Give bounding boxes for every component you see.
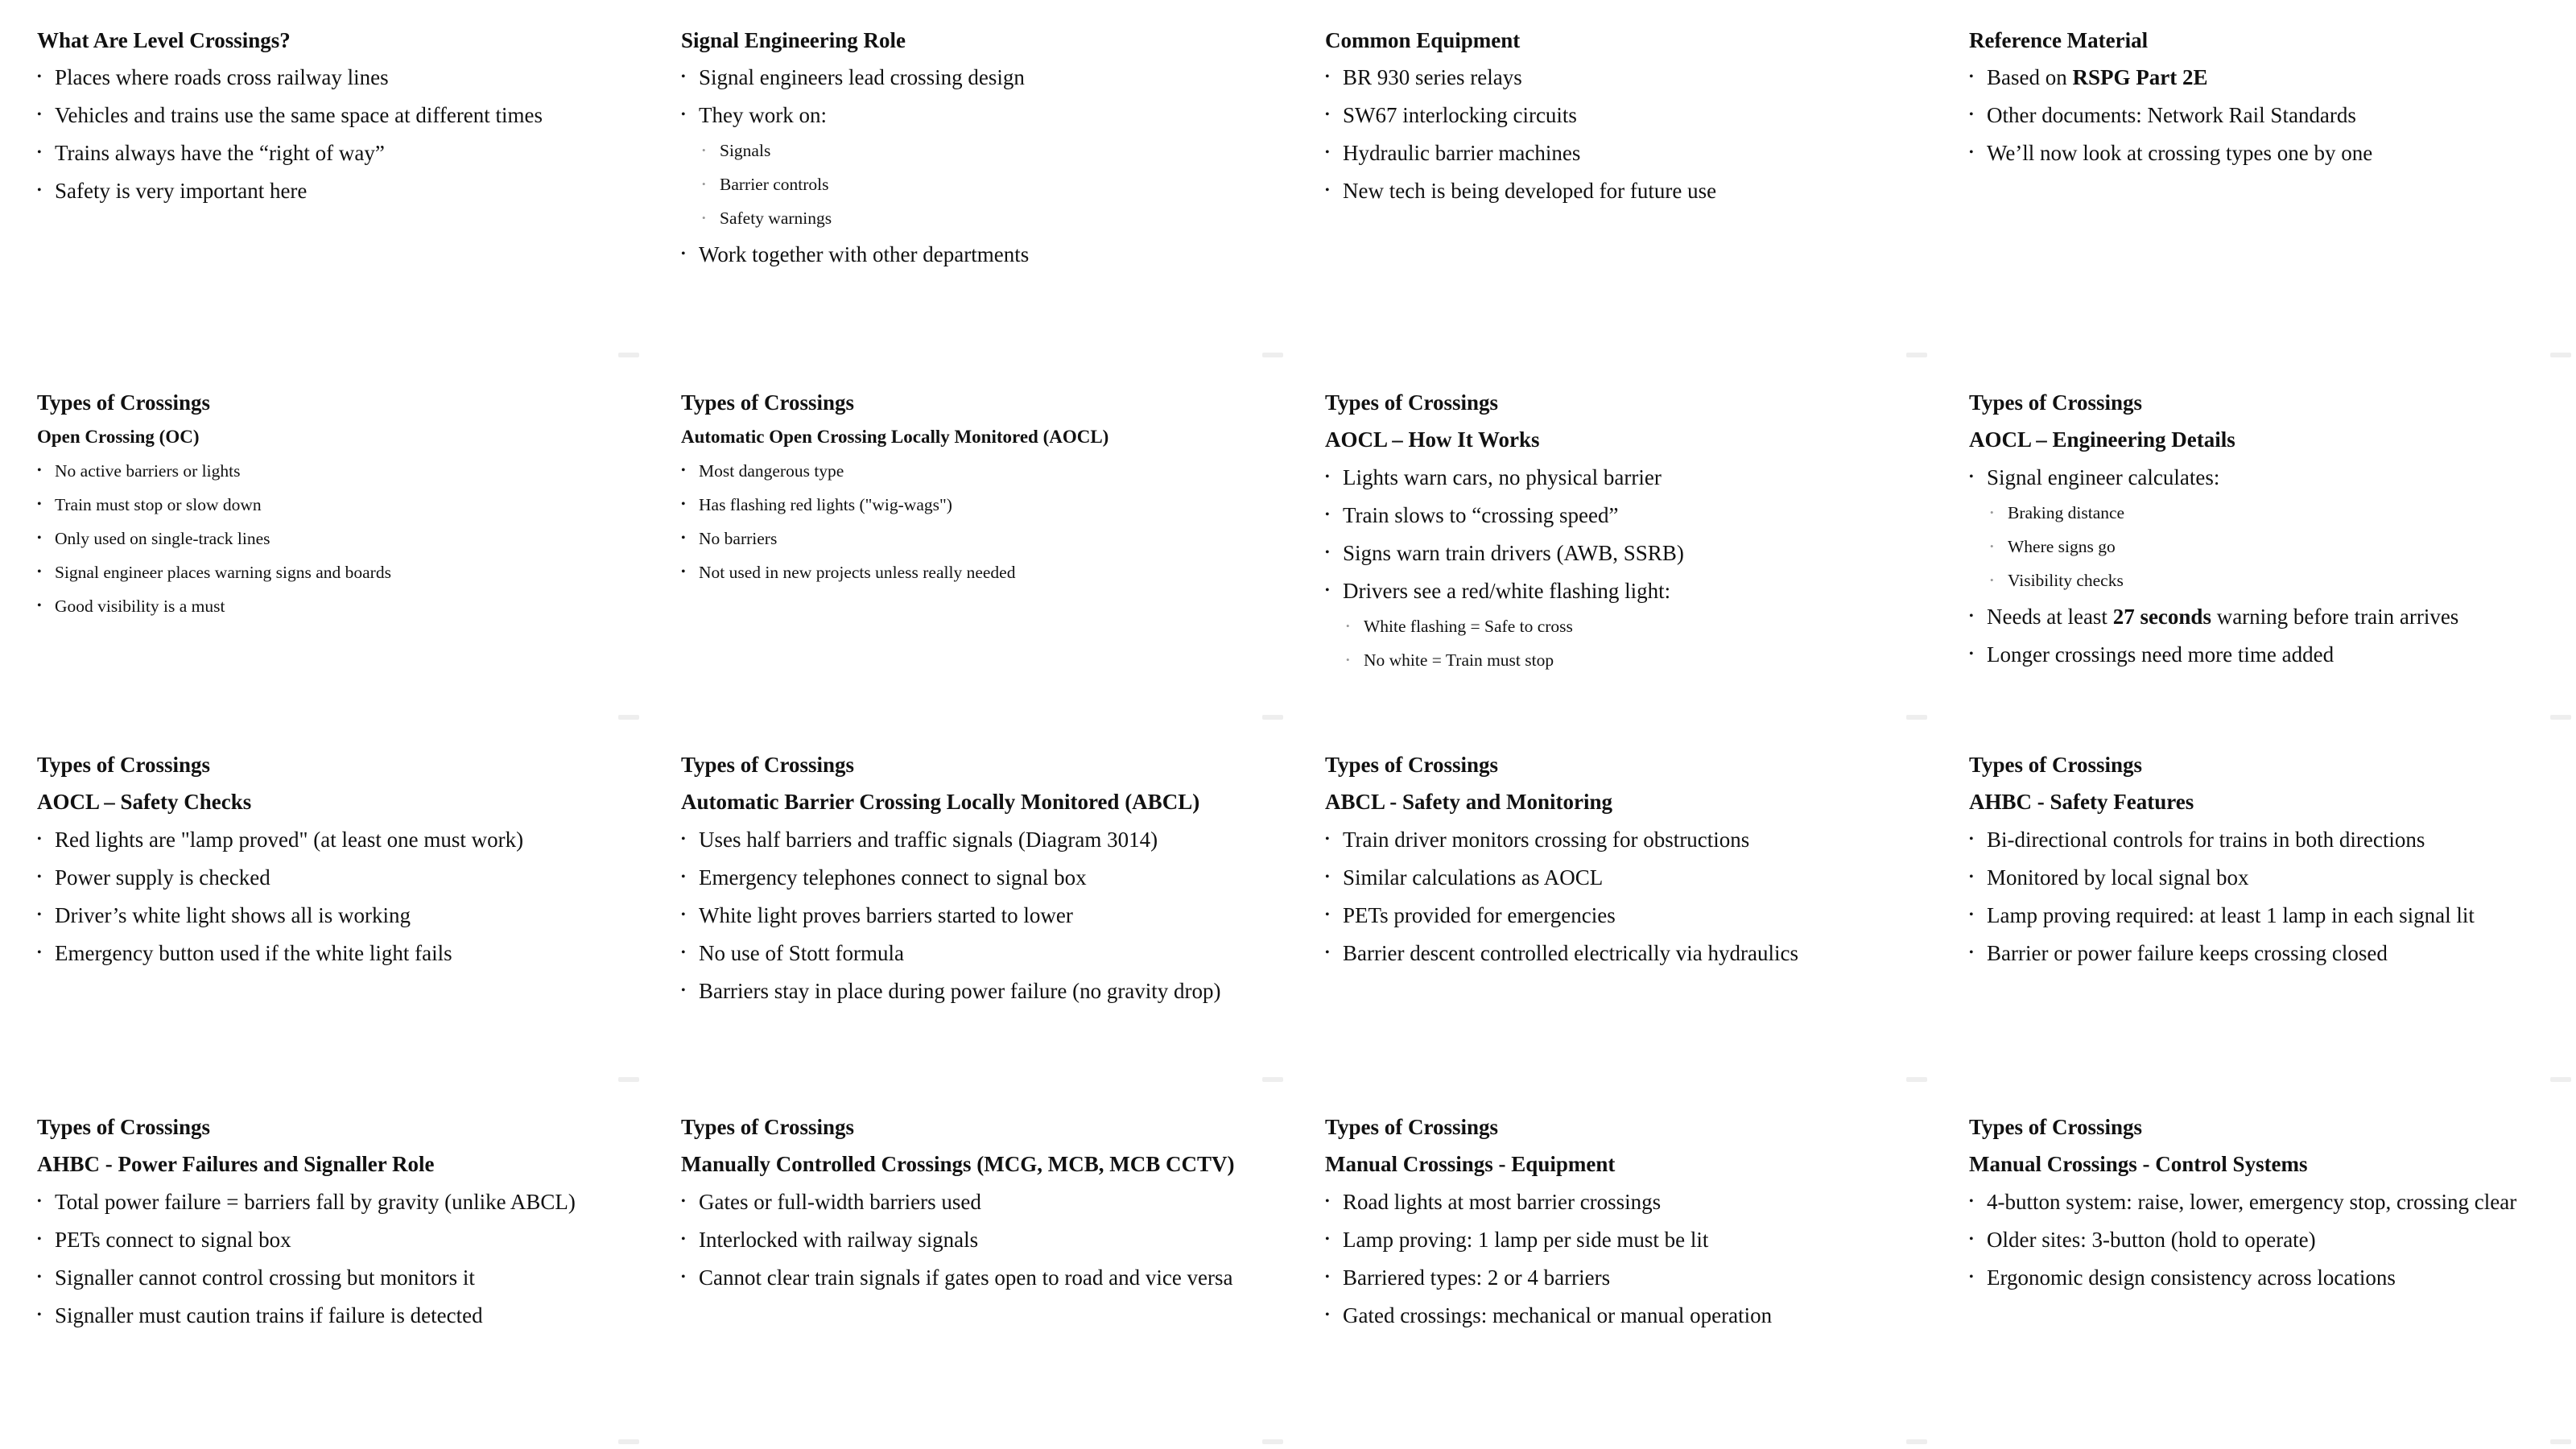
bullet-list: [1325, 1187, 1900, 1330]
slide-title: Types of Crossings: [1325, 390, 1499, 415]
bullet-text: PETs provided for emergencies: [1343, 903, 1616, 927]
bullet-text: Ergonomic design consistency across locations: [1987, 1265, 2396, 1290]
bullet-text: New tech is being developed for future use: [1343, 179, 1717, 203]
bullet-list: [681, 1187, 1256, 1292]
bullet-text: Hydraulic barrier machines: [1343, 141, 1581, 165]
sub-bullet-item: [1990, 568, 2544, 592]
slide-title: Types of Crossings: [1325, 1115, 1499, 1139]
slide-subtitle: Automatic Barrier Crossing Locally Monitored (ABCL): [681, 790, 1200, 814]
slide-watermark: [618, 1439, 639, 1444]
slide-watermark: [2550, 1077, 2571, 1082]
bullet-text: Monitored by local signal box: [1987, 865, 2249, 890]
bullet-item: [1325, 1301, 1900, 1330]
slide-watermark: [1262, 1439, 1283, 1444]
slide-title: Types of Crossings: [37, 753, 211, 777]
slide-watermark: [2550, 715, 2571, 720]
bullet-item: [681, 1187, 1256, 1216]
slide-subtitle: Manually Controlled Crossings (MCG, MCB, MCB CCTV): [681, 1152, 1235, 1176]
bullet-list: [37, 825, 612, 968]
bullet-item: [1325, 63, 1900, 92]
bullet-text: Work together with other departments: [699, 242, 1030, 266]
slide-title: Types of Crossings: [1325, 753, 1499, 777]
bullet-item: [37, 825, 612, 854]
bullet-list: [1969, 1187, 2544, 1292]
bullet-text: Train driver monitors crossing for obstructions: [1343, 828, 1750, 852]
bullet-text: We’ll now look at crossing types one by one: [1987, 141, 2373, 165]
bullet-text: SW67 interlocking circuits: [1343, 103, 1577, 127]
bullet-text: Gates or full-width barriers used: [699, 1190, 981, 1214]
bullet-item: [1325, 101, 1900, 130]
bullet-text: No white = Train must stop: [1364, 650, 1554, 670]
bullet-text: White light proves barriers started to lower: [699, 903, 1073, 927]
bullet-text: Signal engineer places warning signs and boards: [55, 563, 391, 582]
bullet-item: [37, 1263, 612, 1292]
bullet-text: Lamp proving required: at least 1 lamp in each signal lit: [1987, 903, 2475, 927]
bullet-item: [37, 1301, 612, 1330]
slide-1: [0, 0, 644, 362]
bullet-text: Signs warn train drivers (AWB, SSRB): [1343, 541, 1684, 565]
slide-15: [1288, 1087, 1932, 1449]
bullet-text: No active barriers or lights: [55, 461, 241, 481]
slide-8: [1932, 362, 2576, 724]
bullet-text: White flashing = Safe to cross: [1364, 617, 1573, 636]
slide-subtitle: Open Crossing (OC): [37, 427, 200, 447]
bullet-text: Red lights are "lamp proved" (at least one must work): [55, 828, 524, 852]
bullet-text: Based on: [1987, 65, 2073, 89]
bullet-item: [1325, 576, 1900, 605]
bullet-text: Emergency telephones connect to signal box: [699, 865, 1087, 890]
slide-watermark: [2550, 353, 2571, 357]
sub-bullet-item: [1990, 535, 2544, 559]
bullet-text: Barrier descent controlled electrically via hydraulics: [1343, 941, 1798, 965]
bullet-text: Interlocked with railway signals: [699, 1228, 979, 1252]
bullet-item: [681, 101, 1256, 130]
bullet-text: No barriers: [699, 529, 778, 548]
bullet-list: [37, 459, 612, 618]
bullet-item: [1969, 1225, 2544, 1254]
slide-16: [1932, 1087, 2576, 1449]
bullet-item: [37, 939, 612, 968]
bullet-item: [1325, 138, 1900, 167]
bullet-item: [1325, 901, 1900, 930]
slide-4: [1932, 0, 2576, 362]
bullet-item: [681, 1225, 1256, 1254]
slide-watermark: [618, 715, 639, 720]
bullet-text: Similar calculations as AOCL: [1343, 865, 1604, 890]
bullet-text: Signal engineers lead crossing design: [699, 65, 1025, 89]
bullet-text: BR 930 series relays: [1343, 65, 1522, 89]
bullet-item: [37, 526, 612, 551]
slide-watermark: [1906, 715, 1927, 720]
bullet-item: [37, 901, 612, 930]
bullet-item: [681, 825, 1256, 854]
bullet-item: [681, 526, 1256, 551]
bullet-item: [1325, 1225, 1900, 1254]
bullet-text: Road lights at most barrier crossings: [1343, 1190, 1662, 1214]
bullet-item: [1969, 1263, 2544, 1292]
bullet-item: [681, 976, 1256, 1005]
bullet-text: Safety is very important here: [55, 179, 308, 203]
bullet-item: [1325, 825, 1900, 854]
bullet-item: [1969, 101, 2544, 130]
bullet-text: They work on:: [699, 103, 827, 127]
bullet-item: [1969, 863, 2544, 892]
bullet-item: [37, 493, 612, 517]
slide-title: Common Equipment: [1325, 28, 1521, 52]
bullet-list: [1325, 825, 1900, 968]
bullet-text: Longer crossings need more time added: [1987, 642, 2334, 667]
bullet-list: [681, 459, 1256, 584]
bullet-text: Safety warnings: [720, 208, 832, 228]
slide-subtitle: AHBC - Power Failures and Signaller Role: [37, 1152, 435, 1176]
bullet-text: Barrier controls: [720, 175, 829, 194]
sub-bullet-item: [1346, 614, 1900, 638]
bullet-item: [681, 939, 1256, 968]
slide-6: [644, 362, 1288, 724]
bullet-text: Vehicles and trains use the same space at different times: [55, 103, 543, 127]
bullet-item: [681, 493, 1256, 517]
slide-9: [0, 724, 644, 1087]
bullet-text: Train must stop or slow down: [55, 495, 262, 514]
bullet-list: [1969, 463, 2544, 669]
slide-3: [1288, 0, 1932, 362]
slide-title: Reference Material: [1969, 28, 2149, 52]
slide-subtitle: Automatic Open Crossing Locally Monitored (AOCL): [681, 427, 1109, 447]
slide-title: Types of Crossings: [1969, 753, 2143, 777]
slide-watermark: [1906, 1077, 1927, 1082]
bullet-item: [1969, 939, 2544, 968]
bullet-item: [37, 63, 612, 92]
slide-7: [1288, 362, 1932, 724]
bullet-list: [681, 63, 1256, 269]
bullet-text: Total power failure = barriers fall by gravity (unlike ABCL): [55, 1190, 576, 1214]
slide-watermark: [1906, 1439, 1927, 1444]
bullet-text: Signals: [720, 141, 771, 160]
bullet-list: [37, 1187, 612, 1330]
bullet-text: 4-button system: raise, lower, emergency stop, crossing clear: [1987, 1190, 2517, 1214]
bullet-text: Uses half barriers and traffic signals (Diagram 3014): [699, 828, 1158, 852]
slide-title: Types of Crossings: [1969, 1115, 2143, 1139]
bullet-emphasis: RSPG Part 2E: [2072, 65, 2208, 89]
slide-13: [0, 1087, 644, 1449]
bullet-item: [37, 138, 612, 167]
bullet-item: [1969, 825, 2544, 854]
bullet-item: [37, 594, 612, 618]
bullet-text: Train slows to “crossing speed”: [1343, 503, 1619, 527]
bullet-list: [1325, 463, 1900, 672]
sub-bullet-item: [1346, 648, 1900, 672]
slide-watermark: [618, 1077, 639, 1082]
bullet-item: [681, 1263, 1256, 1292]
slide-14: [644, 1087, 1288, 1449]
bullet-item: [1969, 901, 2544, 930]
bullet-text: Has flashing red lights ("wig-wags"): [699, 495, 952, 514]
bullet-text: Lights warn cars, no physical barrier: [1343, 465, 1662, 489]
slide-title: Types of Crossings: [37, 390, 211, 415]
bullet-text: Power supply is checked: [55, 865, 270, 890]
slide-watermark: [618, 353, 639, 357]
slide-subtitle: ABCL - Safety and Monitoring: [1325, 790, 1613, 814]
sub-bullet-item: [702, 206, 1256, 230]
bullet-text: Bi-directional controls for trains in both directions: [1987, 828, 2425, 852]
bullet-item: [681, 901, 1256, 930]
bullet-text: Barriered types: 2 or 4 barriers: [1343, 1265, 1611, 1290]
bullet-text: Needs at least: [1987, 605, 2113, 629]
slide-watermark: [1906, 353, 1927, 357]
slide-title: Types of Crossings: [681, 390, 855, 415]
slide-title: Signal Engineering Role: [681, 28, 906, 52]
bullet-text: Drivers see a red/white flashing light:: [1343, 579, 1671, 603]
sub-bullet-item: [702, 172, 1256, 196]
bullet-item: [1325, 863, 1900, 892]
bullet-text: Driver’s white light shows all is working: [55, 903, 411, 927]
bullet-item: [681, 560, 1256, 584]
bullet-text: Barrier or power failure keeps crossing closed: [1987, 941, 2388, 965]
bullet-text: Where signs go: [2008, 537, 2116, 556]
bullet-item: [37, 863, 612, 892]
bullet-item: [1325, 501, 1900, 530]
bullet-item: [1325, 939, 1900, 968]
slide-2: [644, 0, 1288, 362]
slide-title: Types of Crossings: [681, 1115, 855, 1139]
bullet-text: Barriers stay in place during power failure (no gravity drop): [699, 979, 1221, 1003]
slide-watermark: [1262, 353, 1283, 357]
slide-title: Types of Crossings: [1969, 390, 2143, 415]
bullet-text: Most dangerous type: [699, 461, 844, 481]
sub-bullet-item: [1990, 501, 2544, 525]
bullet-text: Only used on single-track lines: [55, 529, 270, 548]
bullet-text: Signal engineer calculates:: [1987, 465, 2220, 489]
bullet-text: Older sites: 3-button (hold to operate): [1987, 1228, 2316, 1252]
slide-11: [1288, 724, 1932, 1087]
bullet-text: Signaller cannot control crossing but monitors it: [55, 1265, 475, 1290]
bullet-text: Gated crossings: mechanical or manual operation: [1343, 1303, 1773, 1327]
bullet-list: [681, 825, 1256, 1005]
slide-subtitle: Manual Crossings - Equipment: [1325, 1152, 1616, 1176]
bullet-text: No use of Stott formula: [699, 941, 904, 965]
bullet-emphasis: 27 seconds: [2112, 605, 2211, 629]
bullet-item: [681, 240, 1256, 269]
bullet-list: [1969, 63, 2544, 167]
bullet-text: Braking distance: [2008, 503, 2125, 522]
sub-bullet-item: [702, 138, 1256, 163]
bullet-item: [681, 63, 1256, 92]
bullet-item: [1969, 1187, 2544, 1216]
bullet-text: Signaller must caution trains if failure is detected: [55, 1303, 483, 1327]
bullet-item: [1325, 1187, 1900, 1216]
bullet-text: Cannot clear train signals if gates open to road and vice versa: [699, 1265, 1233, 1290]
bullet-item: [1969, 640, 2544, 669]
slide-12: [1932, 724, 2576, 1087]
bullet-text: Not used in new projects unless really needed: [699, 563, 1016, 582]
bullet-item: [1969, 463, 2544, 492]
slide-title: Types of Crossings: [681, 753, 855, 777]
slide-10: [644, 724, 1288, 1087]
bullet-text: Lamp proving: 1 lamp per side must be lit: [1343, 1228, 1709, 1252]
bullet-item: [37, 101, 612, 130]
bullet-item: [1325, 463, 1900, 492]
bullet-list: [1325, 63, 1900, 205]
bullet-item: [1325, 539, 1900, 568]
bullet-item: [1969, 63, 2544, 92]
bullet-item: [37, 176, 612, 205]
bullet-text: Visibility checks: [2008, 571, 2124, 590]
bullet-item: [681, 863, 1256, 892]
bullet-item: [1325, 1263, 1900, 1292]
bullet-item: [37, 459, 612, 483]
slide-subtitle: AOCL – How It Works: [1325, 427, 1540, 452]
bullet-item: [1969, 138, 2544, 167]
slide-title: What Are Level Crossings?: [37, 28, 291, 52]
bullet-text: Other documents: Network Rail Standards: [1987, 103, 2356, 127]
bullet-item: [1969, 602, 2544, 631]
bullet-text: Emergency button used if the white light fails: [55, 941, 452, 965]
slide-watermark: [2550, 1439, 2571, 1444]
slide-5: [0, 362, 644, 724]
slide-subtitle: AHBC - Safety Features: [1969, 790, 2194, 814]
bullet-list: [1969, 825, 2544, 968]
bullet-text-after: warning before train arrives: [2211, 605, 2459, 629]
slide-subtitle: Manual Crossings - Control Systems: [1969, 1152, 2308, 1176]
bullet-item: [37, 560, 612, 584]
bullet-text: PETs connect to signal box: [55, 1228, 291, 1252]
bullet-text: Trains always have the “right of way”: [55, 141, 385, 165]
slide-subtitle: AOCL – Safety Checks: [37, 790, 252, 814]
bullet-item: [37, 1187, 612, 1216]
slide-watermark: [1262, 715, 1283, 720]
bullet-text: Good visibility is a must: [55, 597, 225, 616]
bullet-item: [681, 459, 1256, 483]
bullet-item: [1325, 176, 1900, 205]
bullet-item: [37, 1225, 612, 1254]
slide-subtitle: AOCL – Engineering Details: [1969, 427, 2235, 452]
slide-watermark: [1262, 1077, 1283, 1082]
bullet-list: [37, 63, 612, 205]
slide-title: Types of Crossings: [37, 1115, 211, 1139]
bullet-text: Places where roads cross railway lines: [55, 65, 389, 89]
